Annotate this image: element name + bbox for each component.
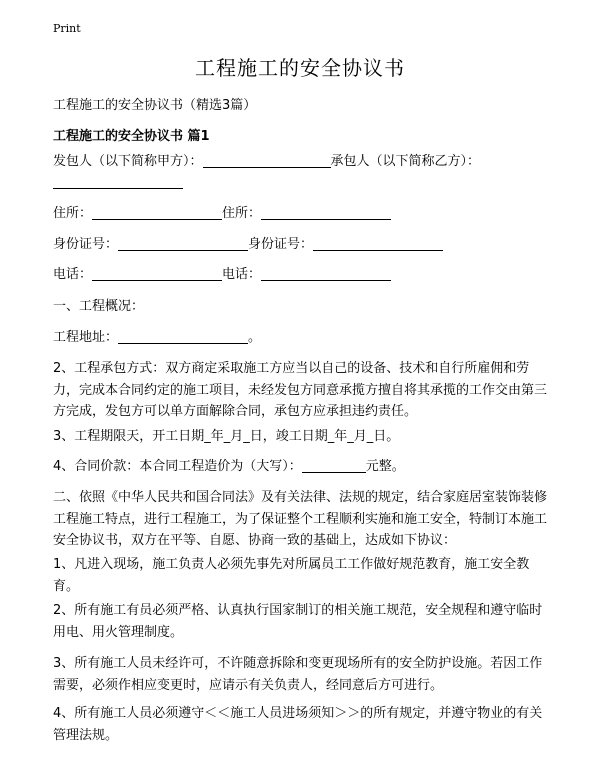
item-4-prefix: 4、合同价款：本合同工程造价为（大写）： xyxy=(53,459,302,474)
party-b-blank xyxy=(53,174,183,189)
overview-heading: 一、工程概况： xyxy=(53,299,145,314)
project-address-line xyxy=(53,327,553,349)
id-b-label: 身份证号： xyxy=(248,237,314,252)
address-a-label: 住所： xyxy=(53,206,93,221)
section-2: 二、依照《中华人民共和国合同法》及有关法律、法规的规定，结合家庭居室装饰装修工程施工特点，进行工程施工，为了保证整个工程顺利实施和施工安全，特制订本施工安全协议书，双方在平等、自愿、协商一致的基础上，达成如下协议： xyxy=(53,490,548,548)
address-b-blank xyxy=(261,205,391,220)
phone-line xyxy=(53,264,553,286)
print-label: Print xyxy=(53,22,81,35)
phone-b-blank xyxy=(261,266,391,281)
clause-4: 4、所有施工人员必须遵守＜＜施工人员进场须知＞＞的所有规定，并遵守物业的有关管理法规。 xyxy=(53,706,543,743)
project-address-blank xyxy=(118,329,248,344)
party-b-label: 承包人（以下简称乙方）： xyxy=(330,154,481,169)
party-line xyxy=(53,151,553,173)
item-4-suffix: 元整。 xyxy=(365,459,405,474)
item-4 xyxy=(53,456,553,478)
document-title: 工程施工的安全协议书 xyxy=(195,56,405,80)
phone-a-blank xyxy=(92,266,222,281)
id-line xyxy=(53,234,553,256)
address-line xyxy=(53,203,553,225)
phone-a-label: 电话： xyxy=(53,267,93,282)
item-2: 2、工程承包方式：双方商定采取施工方应当以自己的设备、技术和自行所雇佣和劳力，完成本合同约定的施工项目，未经发包方同意承揽方擅自将其承揽的工作交由第三方完成，发包方可以单方面解除合同，承包方应承担违约责任。 xyxy=(53,361,548,419)
phone-b-label: 电话： xyxy=(222,267,262,282)
project-address-label: 工程地址： xyxy=(53,330,119,345)
address-a-blank xyxy=(92,205,222,220)
item-3: 3、工程期限天，开工日期_年_月_日，竣工日期_年_月_日。 xyxy=(53,429,400,444)
clause-3: 3、所有施工人员未经许可，不许随意拆除和变更现场所有的安全防护设施。若因工作需要，必须作相应变更时，应请示有关负责人，经同意后方可进行。 xyxy=(53,656,543,693)
address-b-label: 住所： xyxy=(222,206,262,221)
price-blank xyxy=(302,458,366,473)
project-address-end: 。 xyxy=(248,330,262,345)
document-subtitle: 工程施工的安全协议书（精选3篇） xyxy=(53,98,257,113)
section-heading: 工程施工的安全协议书 篇1 xyxy=(53,129,210,144)
clause-1: 1、凡进入现场，施工负责人必须先事先对所属员工工作做好规范教育，施工安全教育。 xyxy=(53,557,530,594)
party-a-label: 发包人（以下简称甲方）： xyxy=(53,154,203,169)
party-a-blank xyxy=(203,153,331,168)
id-a-label: 身份证号： xyxy=(53,237,119,252)
id-a-blank xyxy=(118,236,248,251)
party-b-line xyxy=(53,172,553,194)
id-b-blank xyxy=(313,236,443,251)
clause-2: 2、所有施工有员必须严格、认真执行国家制订的相关施工规范，安全规程和遵守临时用电、用火管理制度。 xyxy=(53,603,543,640)
